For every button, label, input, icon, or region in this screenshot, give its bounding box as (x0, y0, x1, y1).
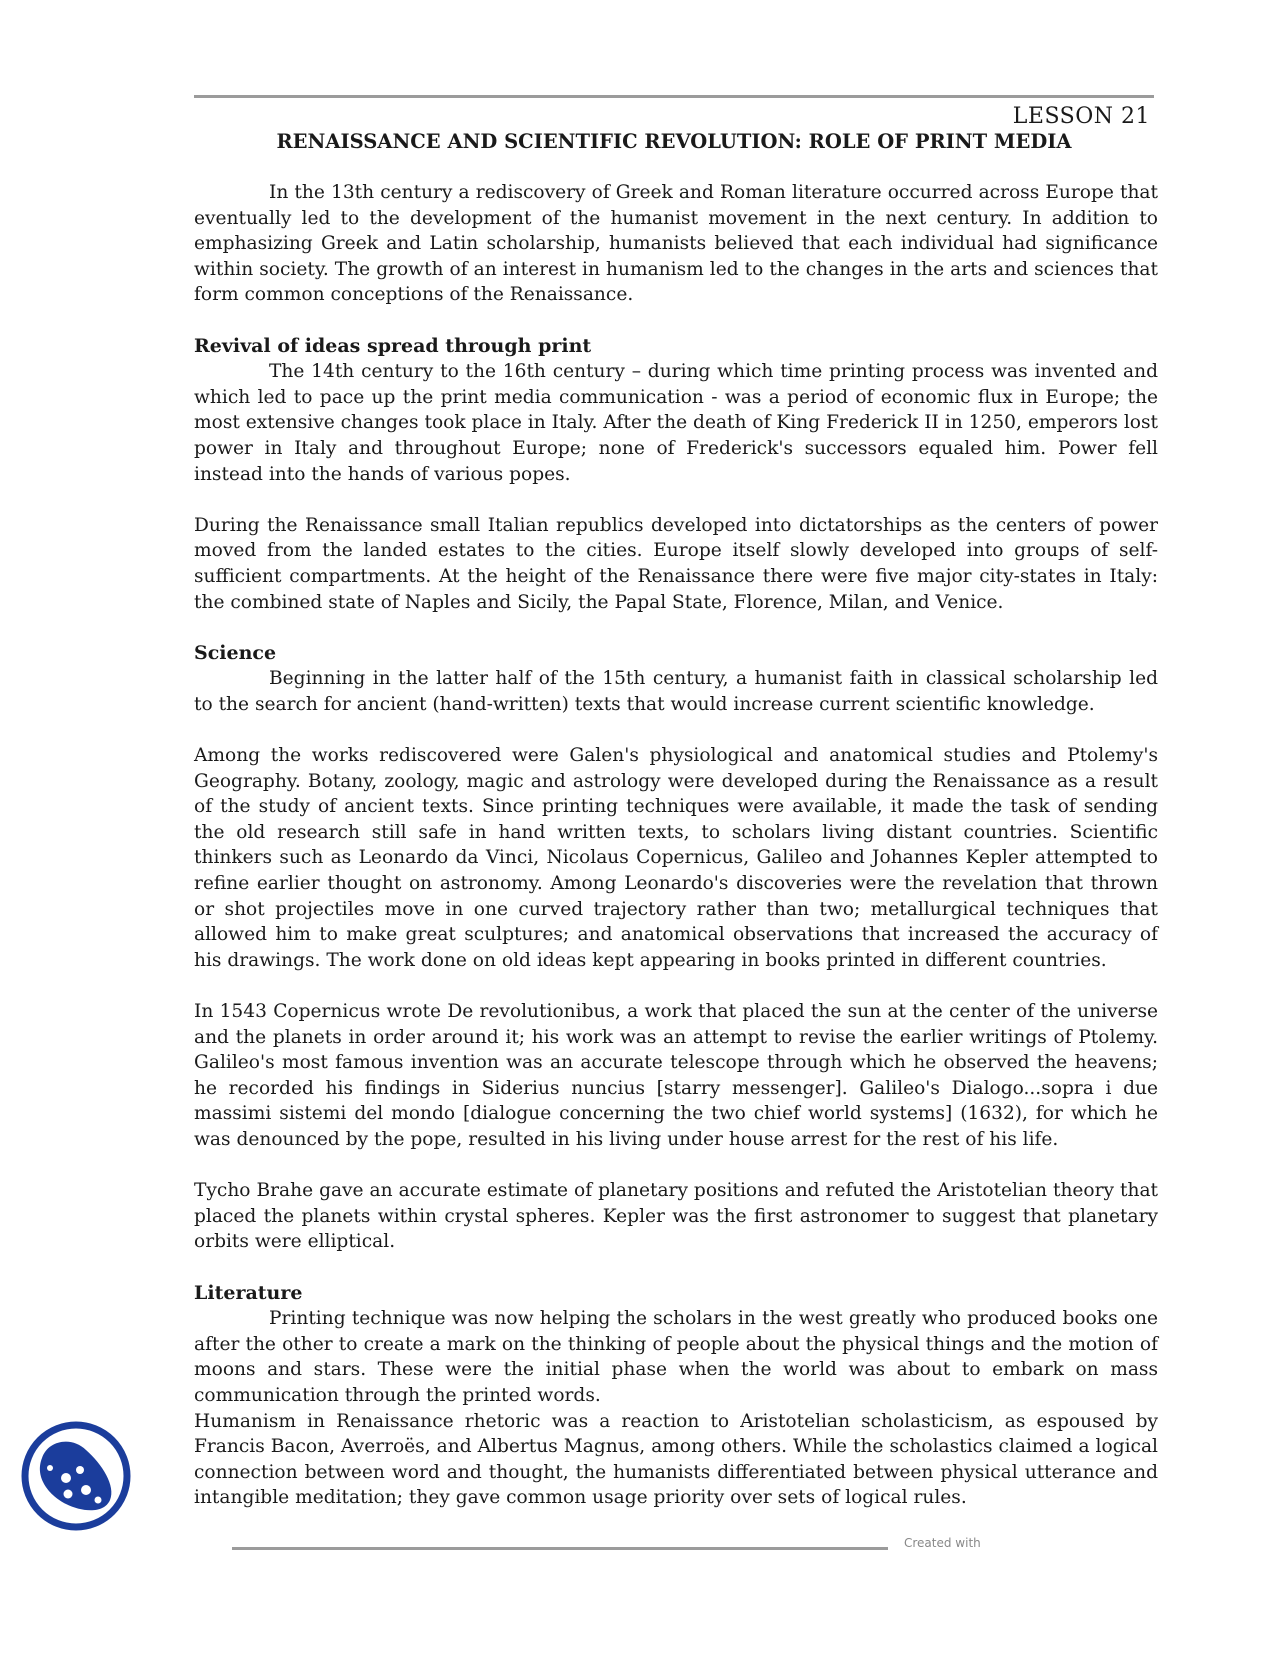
section-heading-literature: Literature (194, 1281, 303, 1304)
science-paragraph-2: Among the works rediscovered were Galen's physiological and anatomical studies and Ptolemy's Geography. Botany, zoology, magic and astrology were developed during the Renaissance as a result of the study of ancient texts. Since printing techniques were available, it made the task of sending the old research still safe in hand written texts, to scholars living distant countries. Scientific thinkers such as Leonardo da Vinci, Nicolaus Copernicus, Galileo and Johannes Kepler attempted to refine earlier thought on astronomy. Among Leonardo's discoveries were the revelation that thrown or shot projectiles move in one curved trajectory rather than two; metallurgical techniques that allowed him to make great sculptures; and anatomical observations that increased the accuracy of his drawings. The work done on old ideas kept appearing in books printed in different countries. (194, 745, 1158, 971)
section-heading-revival: Revival of ideas spread through print (194, 334, 592, 357)
science-paragraph-1: Beginning in the latter half of the 15th century, a humanist faith in classical scholarship led to the search for ancient (hand-written) texts that would increase current scientific knowledge. (194, 668, 1158, 715)
literature-paragraph-2: Humanism in Renaissance rhetoric was a reaction to Aristotelian scholasticism, as espoused by Francis Bacon, Averroës, and Albertus Magnus, among others. While the scholastics claimed a logical connection between word and thought, the humanists differentiated between physical utterance and intangible meditation; they gave common usage priority over sets of logical rules. (194, 1410, 1158, 1509)
revival-paragraph-1: The 14th century to the 16th century – during which time printing process was invented and which led to pace up the print media communication - was a period of economic flux in Europe; the most extensive changes took place in Italy. After the death of King Frederick II in 1250, emperors lost power in Italy and throughout Europe; none of Frederick's successors equaled him. Power fell instead into the hands of various popes. (194, 361, 1158, 485)
lesson-number: LESSON 21 (1012, 104, 1150, 129)
bottom-rule (232, 1547, 888, 1550)
science-paragraph-3: In 1543 Copernicus wrote De revolutionibus, a work that placed the sun at the center of the universe and the planets in order around it; his work was an attempt to revise the earlier writings of Ptolemy. Galileo's most famous invention was an accurate telescope through which he observed the heavens; he recorded his findings in Siderius nuncius [starry messenger]. Galileo's Dialogo...sopra i due massimi sistemi del mondo [dialogue concerning the two chief world systems] (1632), for which he was denounced by the pope, resulted in his living under house arrest for the rest of his life. (194, 1001, 1158, 1150)
top-rule (194, 95, 1154, 98)
literature-paragraph-1: Printing technique was now helping the scholars in the west greatly who produced books one after the other to create a mark on the thinking of people about the physical things and the motion of moons and stars. These were the initial phase when the world was about to embark on mass communication through the printed words. (194, 1308, 1158, 1406)
intro-paragraph: In the 13th century a rediscovery of Greek and Roman literature occurred across Europe that eventually led to the development of the humanist movement in the next century. In addition to emphasizing Greek and Latin scholarship, humanists believed that each individual had significance within society. The growth of an interest in humanism led to the changes in the arts and sciences that form common conceptions of the Renaissance. (194, 182, 1158, 306)
ladybug-logo-icon[interactable] (20, 1420, 132, 1532)
created-with-label: Created with (904, 1536, 981, 1550)
revival-paragraph-2: During the Renaissance small Italian republics developed into dictatorships as the centers of power moved from the landed estates to the cities. Europe itself slowly developed into groups of self-sufficient compartments. At the height of the Renaissance there were five major city-states in Italy: the combined state of Naples and Sicily, the Papal State, Florence, Milan, and Venice. (194, 514, 1158, 613)
lesson-title: RENAISSANCE AND SCIENTIFIC REVOLUTION: ROLE OF PRINT MEDIA (276, 130, 1072, 153)
lesson-body (194, 180, 1158, 1511)
section-heading-science: Science (194, 641, 277, 664)
science-paragraph-4: Tycho Brahe gave an accurate estimate of planetary positions and refuted the Aristotelian theory that placed the planets within crystal spheres. Kepler was the first astronomer to suggest that planetary orbits were elliptical. (194, 1180, 1158, 1253)
